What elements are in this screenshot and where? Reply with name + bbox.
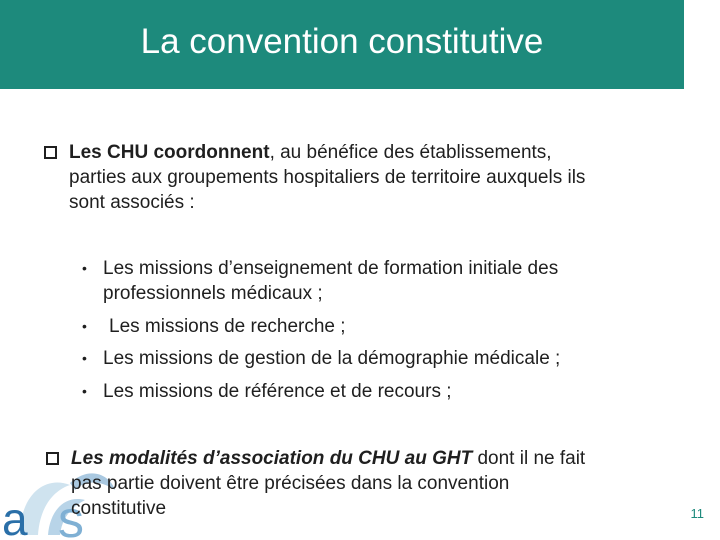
bullet-dot-icon: •	[82, 383, 87, 399]
point-2-line3: constitutive	[71, 498, 167, 519]
bullet-dot-icon: •	[82, 350, 87, 366]
page-number: 11	[690, 506, 704, 521]
svg-text:a: a	[2, 493, 28, 540]
checkbox-bullet-icon	[46, 452, 59, 465]
mission-3-text: Les missions de gestion de la démographie médicale ;	[103, 348, 561, 369]
point-1-text	[69, 140, 585, 215]
svg-text:s: s	[58, 491, 84, 540]
point-1-line3: sont associés :	[69, 192, 195, 213]
mission-4-text: Les missions de référence et de recours ;	[103, 381, 452, 402]
point-2-line1-rest: dont il ne fait	[472, 448, 586, 469]
mission-1-line1: Les missions d’enseignement de formation initiale des	[103, 258, 559, 279]
point-1-line1-rest: , au bénéfice des établissements,	[269, 142, 552, 163]
point-2-line2: pas partie doivent être précisées dans la convention	[71, 473, 510, 494]
checkbox-bullet-icon	[44, 146, 57, 159]
point-1-bold: Les CHU coordonnent	[69, 142, 270, 163]
point-1-line2: parties aux groupements hospitaliers de territoire auxquels ils	[69, 167, 586, 188]
point-2-bold-italic: Les modalités d’association du CHU au GHT	[71, 448, 473, 469]
bullet-dot-icon: •	[82, 318, 87, 334]
slide-title: La convention constitutive	[140, 22, 544, 61]
title-bar	[0, 0, 684, 89]
mission-2-text: Les missions de recherche ;	[109, 316, 346, 337]
mission-1-line2: professionnels médicaux ;	[103, 283, 323, 304]
point-2-text	[71, 446, 585, 521]
bullet-dot-icon: •	[82, 260, 87, 276]
